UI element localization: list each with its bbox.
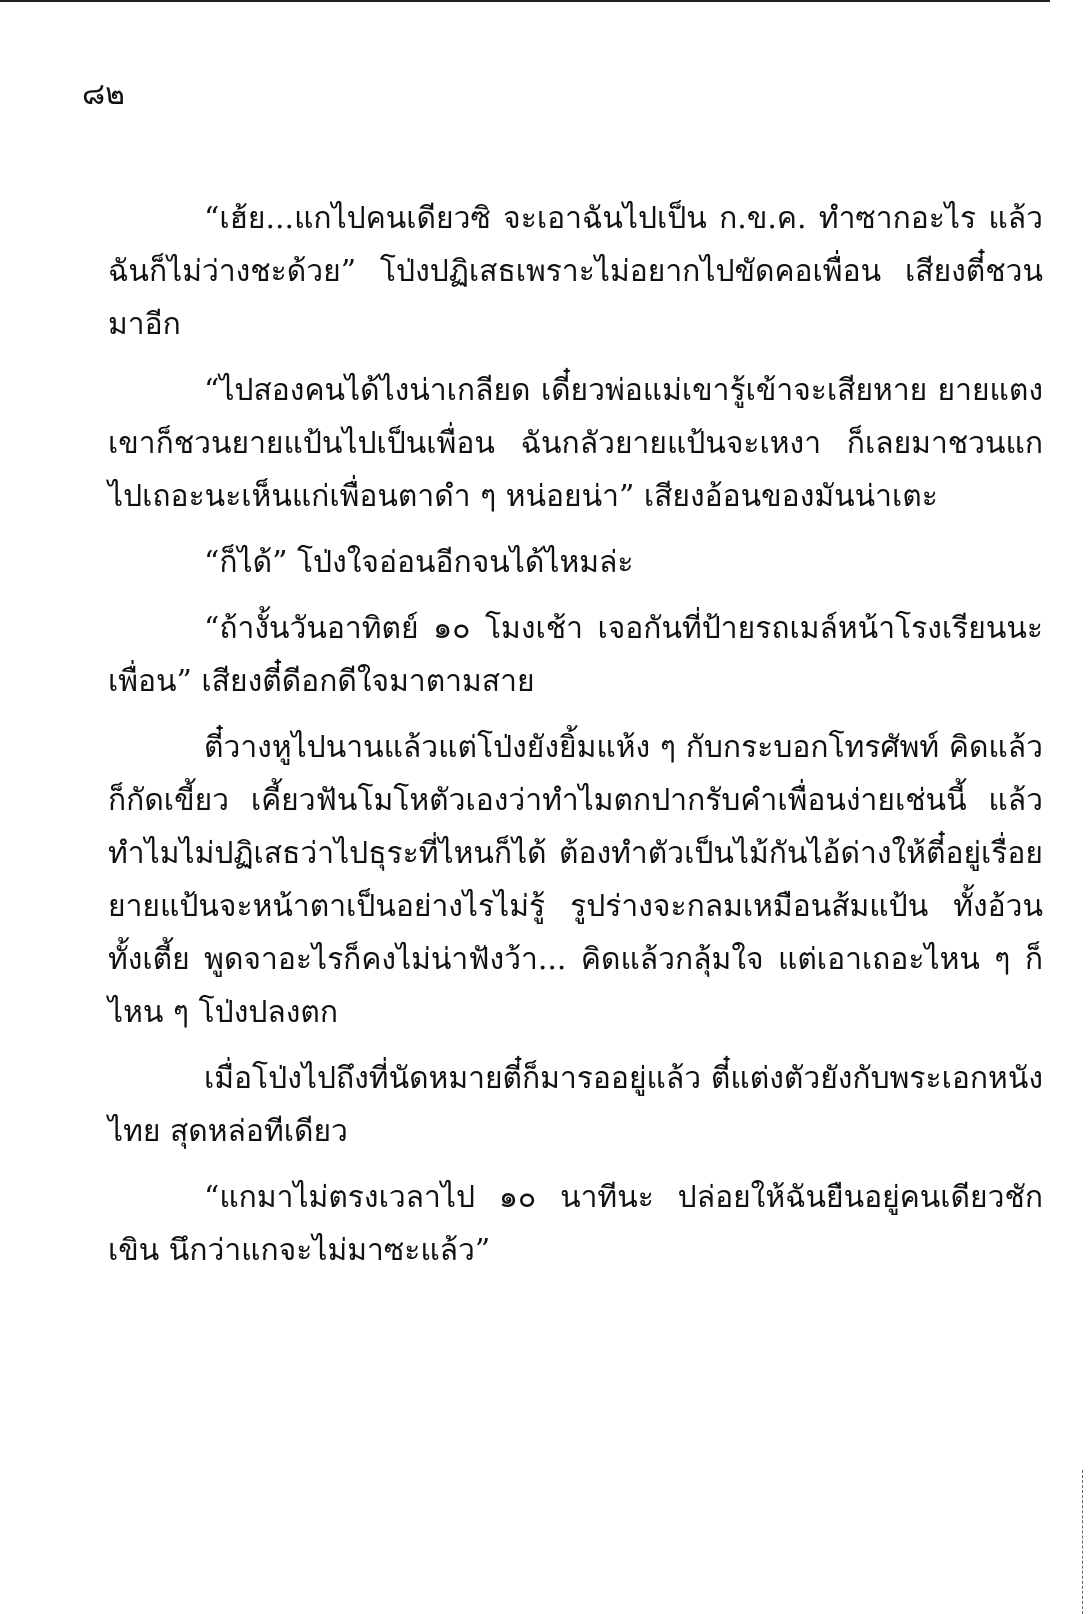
paragraph-7: “แกมาไม่ตรงเวลาไป ๑๐ นาทีนะ ปล่อยให้ฉันยืนอยู่คนเดียวชักเขิน นึกว่าแกจะไม่มาซะแล้ว” [108, 1180, 1043, 1268]
page-number: ๘๒ [82, 77, 125, 112]
paragraph-6: เมื่อโป่งไปถึงที่นัดหมายตี๋ก็มารออยู่แล้ว ตี๋แต่งตัวยังกับพระเอกหนังไทย สุดหล่อทีเดียว [108, 1061, 1043, 1149]
page-edge-mark [1082, 1470, 1084, 1614]
paragraph-1: “เฮ้ย...แกไปคนเดียวซิ จะเอาฉันไปเป็น ก.ข.ค. ทำซากอะไร แล้วฉันก็ไม่ว่างชะด้วย” โป่งปฏิเสธเพราะไม่อยากไปขัดคอเพื่อน เสียงตี๋ชวนมาอีก [108, 201, 1043, 342]
body-text [108, 192, 1043, 1290]
top-rule [0, 0, 1050, 2]
paragraph-5: ตี๋วางหูไปนานแล้วแต่โป่งยังยิ้มแห้ง ๆ กับกระบอกโทรศัพท์ คิดแล้วก็กัดเขี้ยว เคี้ยวฟันโมโหตัวเองว่าทำไมตกปากรับคำเพื่อนง่ายเช่นนี้ แล้วทำไมไม่ปฏิเสธว่าไปธุระที่ไหนก็ได้ ต้องทำตัวเป็นไม้กันไอ้ด่างให้ตี๋อยู่เรื่อย ยายแป้นจะหน้าตาเป็นอย่างไรไม่รู้ รูปร่างจะกลมเหมือนส้มแป้น ทั้งอ้วนทั้งเตี้ย พูดจาอะไรก็คงไม่น่าฟังว้า... คิดแล้วกลุ้มใจ แต่เอาเถอะไหน ๆ ก็ไหน ๆ โป่งปลงตก [108, 730, 1043, 1030]
paragraph-3: “ก็ได้” โป่งใจอ่อนอีกจนได้ไหมล่ะ [204, 545, 634, 580]
paragraph-4: “ถ้างั้นวันอาทิตย์ ๑๐ โมงเช้า เจอกันที่ป้ายรถเมล์หน้าโรงเรียนนะเพื่อน” เสียงตี๋ดีอกดีใจมาตามสาย [108, 611, 1043, 699]
paragraph-2: “ไปสองคนได้ไงน่าเกลียด เดี๋ยวพ่อแม่เขารู้เข้าจะเสียหาย ยายแตงเขาก็ชวนยายแป้นไปเป็นเพื่อน ฉันกลัวยายแป้นจะเหงา ก็เลยมาชวนแก ไปเถอะนะเห็นแก่เพื่อนตาดำ ๆ หน่อยน่า” เสียงอ้อนของมันน่าเตะ [108, 373, 1043, 514]
